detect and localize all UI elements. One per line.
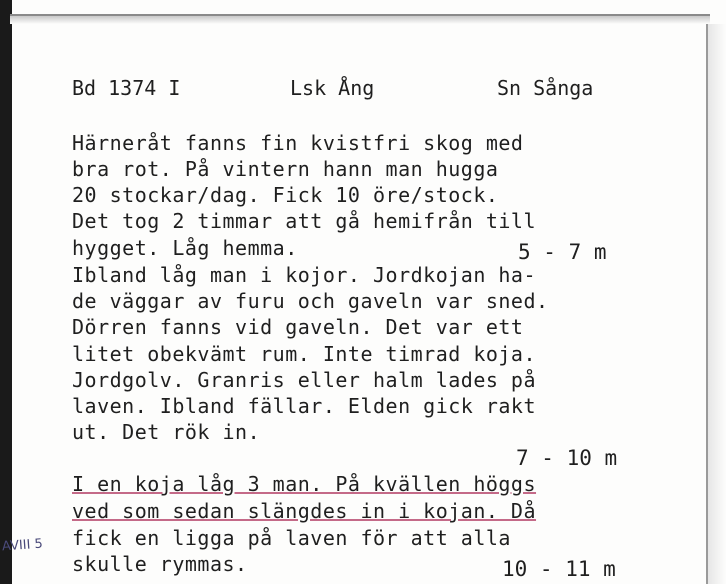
text-line: bra rot. På vintern hann man hugga	[72, 157, 499, 181]
text-line: 20 stockar/dag. Fick 10 öre/stock.	[72, 183, 499, 207]
margin-annotation: AVIII 5	[1, 536, 44, 555]
landscape-code: Lsk Ång	[290, 76, 375, 100]
text-line: I en koja låg 3 man. På kvällen höggs	[72, 472, 537, 496]
card-left-edge	[0, 0, 12, 584]
text-line: Dörren fanns vid gaveln. Det var ett	[72, 315, 524, 339]
text-line: litet obekvämt rum. Inte timrad koja.	[72, 342, 537, 366]
card-top-edge	[10, 14, 710, 24]
text-line: Härneråt fanns fin kvistfri skog med	[72, 131, 524, 155]
text-line: ved som sedan slängdes in i kojan. Då	[72, 499, 537, 523]
text-line: fick en ligga på laven för att alla	[72, 526, 511, 550]
text-line: ut. Det rök in.	[72, 420, 261, 444]
text-line: skulle rymmas.	[72, 552, 248, 576]
text-line: Jordgolv. Granris eller halm lades på	[72, 368, 537, 392]
card-right-edge	[706, 24, 726, 584]
text-line: de väggar av furu och gaveln var sned.	[72, 289, 549, 313]
text-line: Ibland låg man i kojor. Jordkojan ha-	[72, 263, 537, 287]
measure-label: 10 - 11 m	[502, 557, 616, 581]
text-line: Det tog 2 timmar att gå hemifrån till	[72, 209, 537, 233]
text-line: laven. Ibland fällar. Elden gick rakt	[72, 394, 537, 418]
parish-name: Sn Sånga	[497, 76, 594, 100]
text-line: hygget. Låg hemma.	[72, 236, 298, 260]
measure-label: 7 - 10 m	[516, 446, 618, 470]
record-number: Bd 1374 I	[72, 76, 181, 100]
measure-label: 5 - 7 m	[518, 240, 607, 264]
